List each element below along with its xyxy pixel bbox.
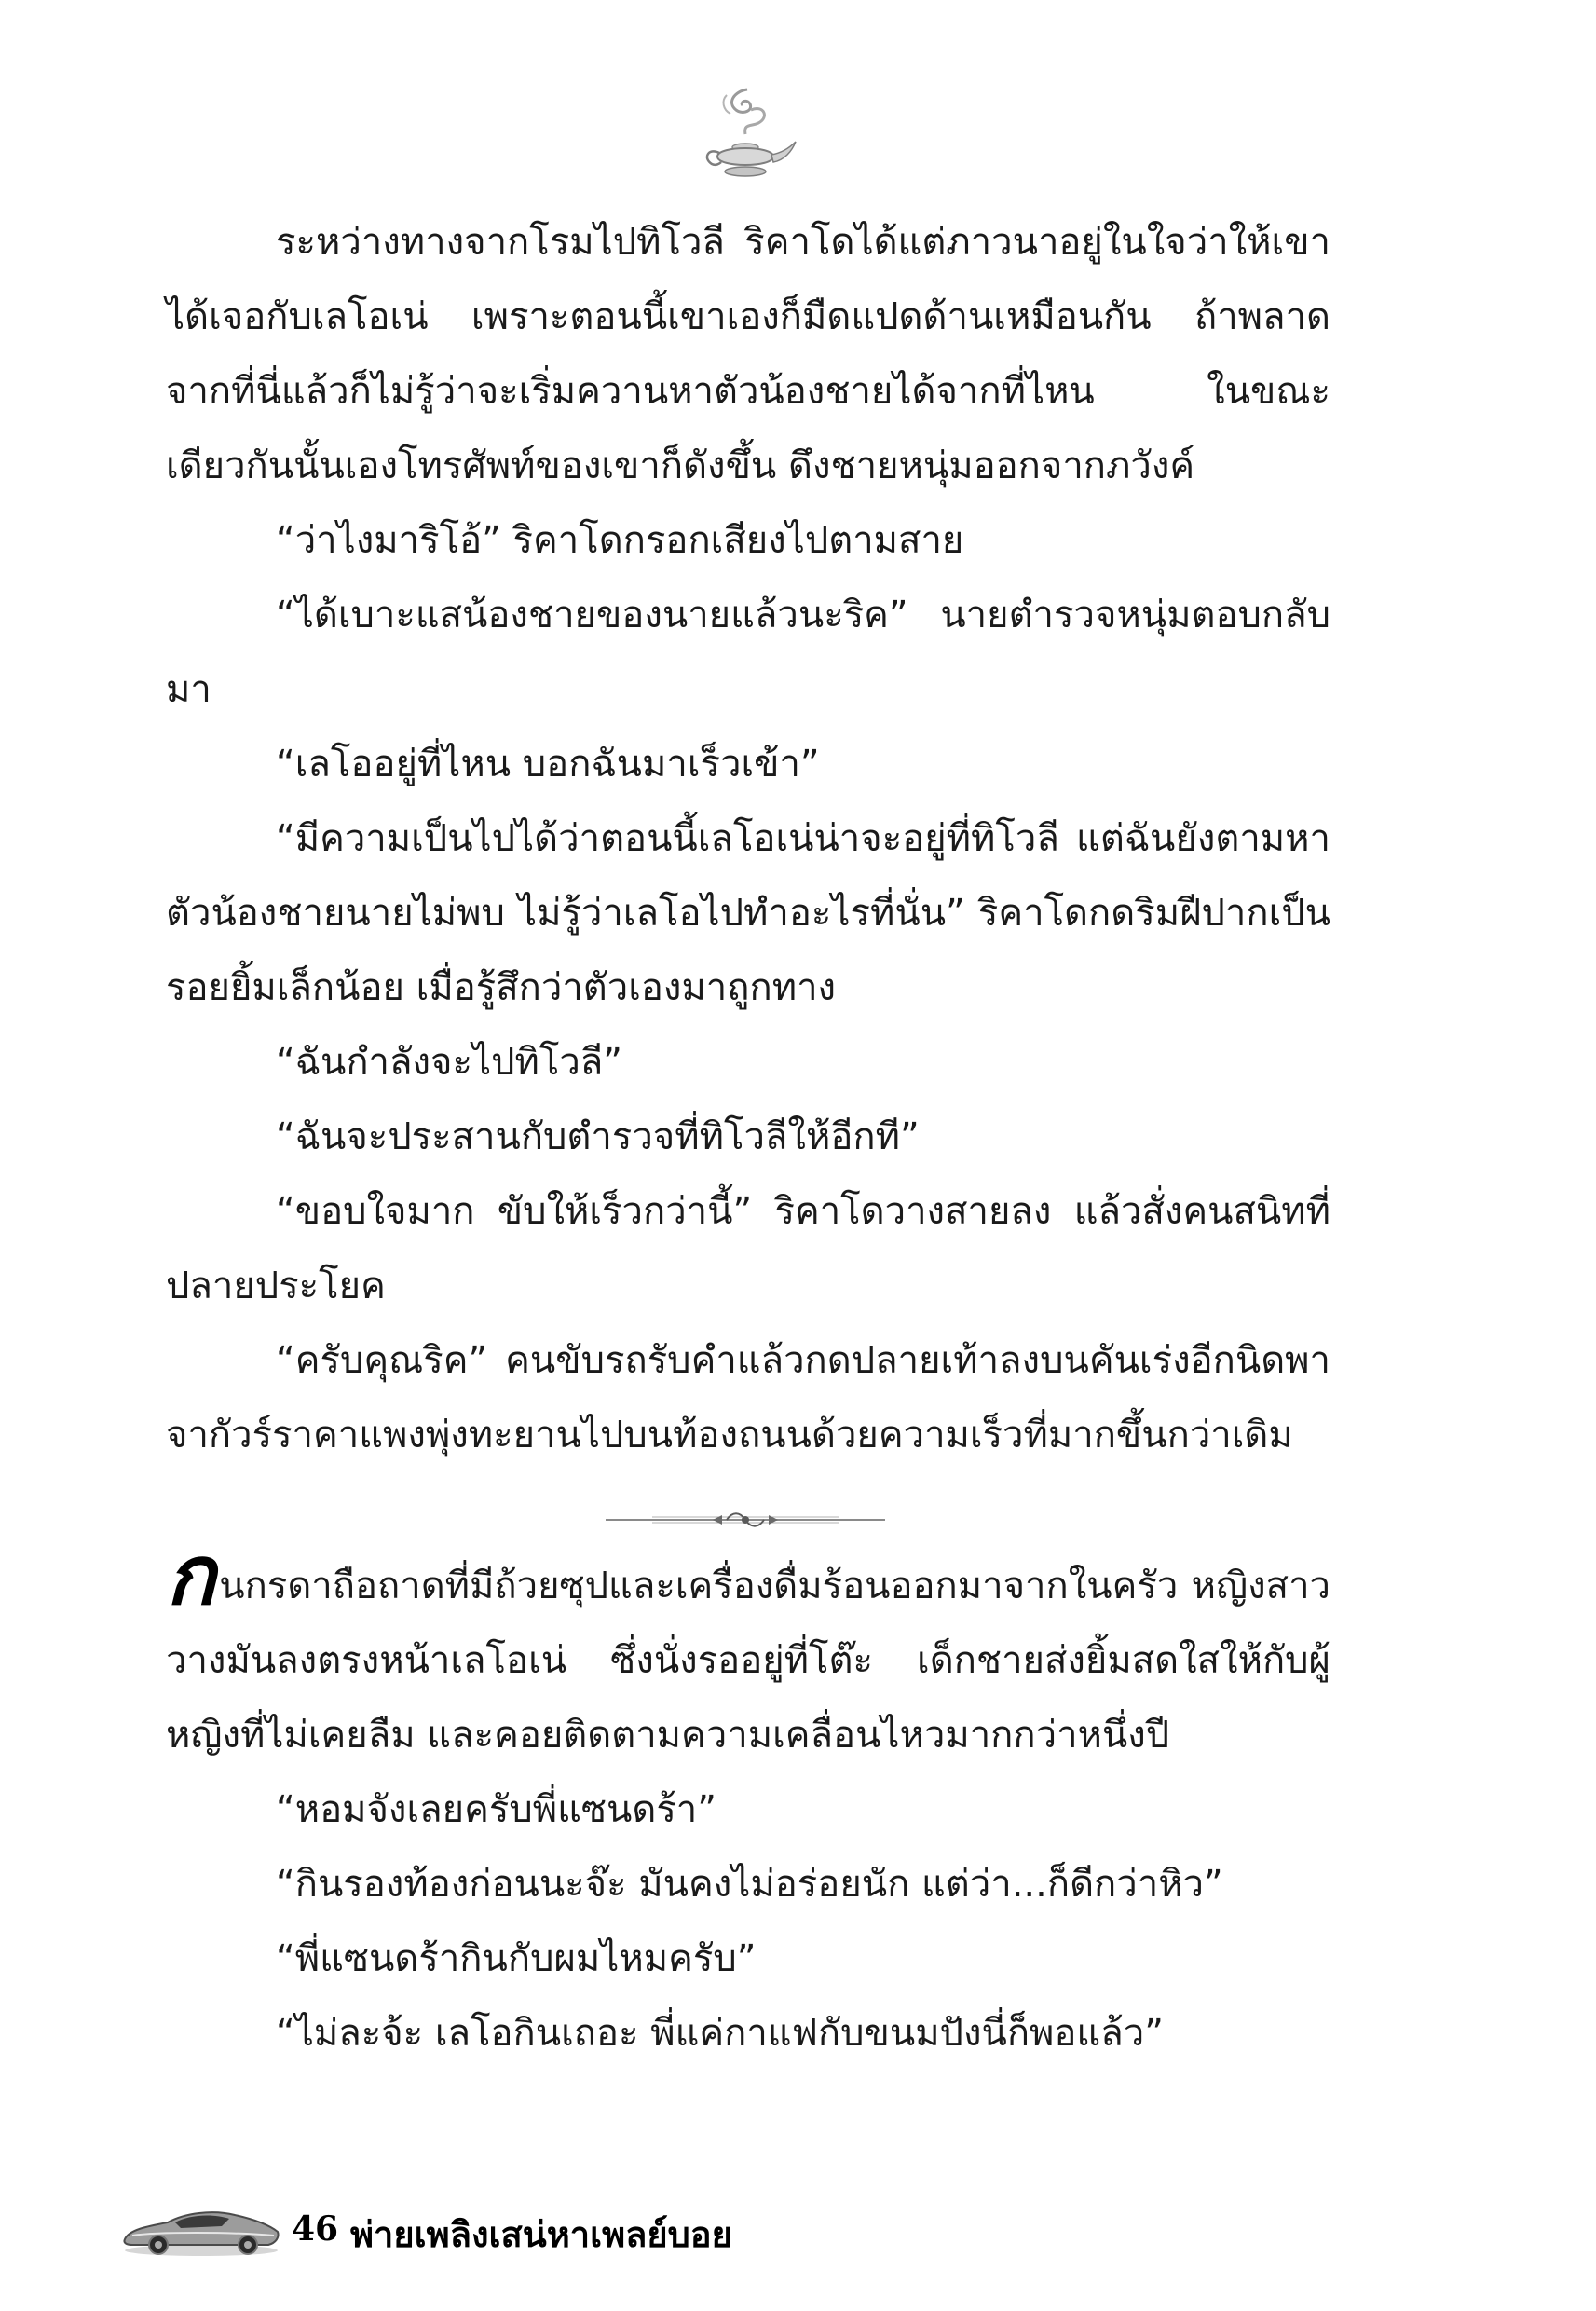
scene-divider-icon — [596, 1508, 894, 1532]
chapter-text-part-1 — [166, 205, 1330, 1472]
paragraph: “พี่แซนดร้ากินกับผมไหมครับ” — [276, 1937, 757, 1980]
paragraph: “ได้เบาะแสน้องชายของนายแล้วนะริค” นายตำรวจหนุ่มตอบกลับมา — [166, 594, 1330, 711]
genie-lamp-icon — [689, 82, 801, 185]
paragraph: “ครับคุณริค” คนขับรถรับคำแล้วกดปลายเท้าลงบนคันเร่งอีกนิดพาจากัวร์ราคาแพงพุ่งทะยานไปบนท้องถนนด้วยความเร็วที่มากขึ้นกว่าเดิม — [166, 1339, 1330, 1456]
paragraph: “ไม่ละจ้ะ เลโอกินเถอะ พี่แค่กาแฟกับขนมปังนี่ก็พอแล้ว” — [276, 2012, 1164, 2055]
book-title: พ่ายเพลิงเสน่หาเพลย์บอย — [350, 2214, 732, 2255]
paragraph: “หอมจังเลยครับพี่แซนดร้า” — [276, 1788, 716, 1831]
paragraph: “ว่าไงมาริโอ้” ริคาโดกรอกเสียงไปตามสาย — [276, 519, 964, 562]
opening-paragraph-text: นกรดาถือถาดที่มีถ้วยซุปและเครื่องดื่มร้อนออกมาจากในครัว หญิงสาววางมันลงตรงหน้าเลโอเน่ ซึ่งนั่งรออยู่ที่โต๊ะ เด็กชายส่งยิ้มสดใสให้กับผู้หญิงที่ไม่เคยลืม และคอยติดตามความเคลื่อนไหวมากกว่าหนึ่งปี — [166, 1565, 1330, 1757]
paragraph: “ฉันจะประสานกับตำรวจที่ทิโวลีให้อีกที” — [276, 1115, 920, 1158]
paragraph: “มีความเป็นไปได้ว่าตอนนี้เลโอเน่น่าจะอยู่ที่ทิโวลี แต่ฉันยังตามหาตัวน้องชายนายไม่พบ ไม่รู้ว่าเลโอไปทำอะไรที่นั่น” ริคาโดกดริมฝีปากเป็นรอยยิ้มเล็กน้อย เมื่อรู้สึกว่าตัวเองมาถูกทาง — [166, 817, 1330, 1009]
drop-cap: ก — [166, 1526, 216, 1623]
paragraph: “ขอบใจมาก ขับให้เร็วกว่านี้” ริคาโดวางสายลง แล้วสั่งคนสนิทที่ปลายประโยค — [166, 1190, 1330, 1307]
paragraph: “ฉันกำลังจะไปทิโวลี” — [276, 1041, 623, 1084]
paragraph: “กินรองท้องก่อนนะจ๊ะ มันคงไม่อร่อยนัก แต่ว่า...ก็ดีกว่าหิว” — [276, 1863, 1223, 1906]
sports-car-icon — [119, 2195, 282, 2260]
paragraph: ระหว่างทางจากโรมไปทิโวลี ริคาโดได้แต่ภาวนาอยู่ในใจว่าให้เขาได้เจอกับเลโอเน่ เพราะตอนนี้เขาเองก็มืดแปดด้านเหมือนกัน ถ้าพลาดจากที่นี่แล้วก็ไม่รู้ว่าจะเริ่มควานหาตัวน้องชายได้จากที่ไหน ในขณะเดียวกันนั้นเองโทรศัพท์ของเขาก็ดังขึ้น ดึงชายหนุ่มออกจากภวังค์ — [166, 221, 1330, 487]
paragraph: “เลโออยู่ที่ไหน บอกฉันมาเร็วเข้า” — [276, 743, 820, 786]
page-footer — [119, 2195, 958, 2269]
page-number: 46 — [292, 2209, 339, 2249]
chapter-text-part-2 — [166, 1526, 1330, 2071]
opening-paragraph — [166, 1526, 1330, 1772]
